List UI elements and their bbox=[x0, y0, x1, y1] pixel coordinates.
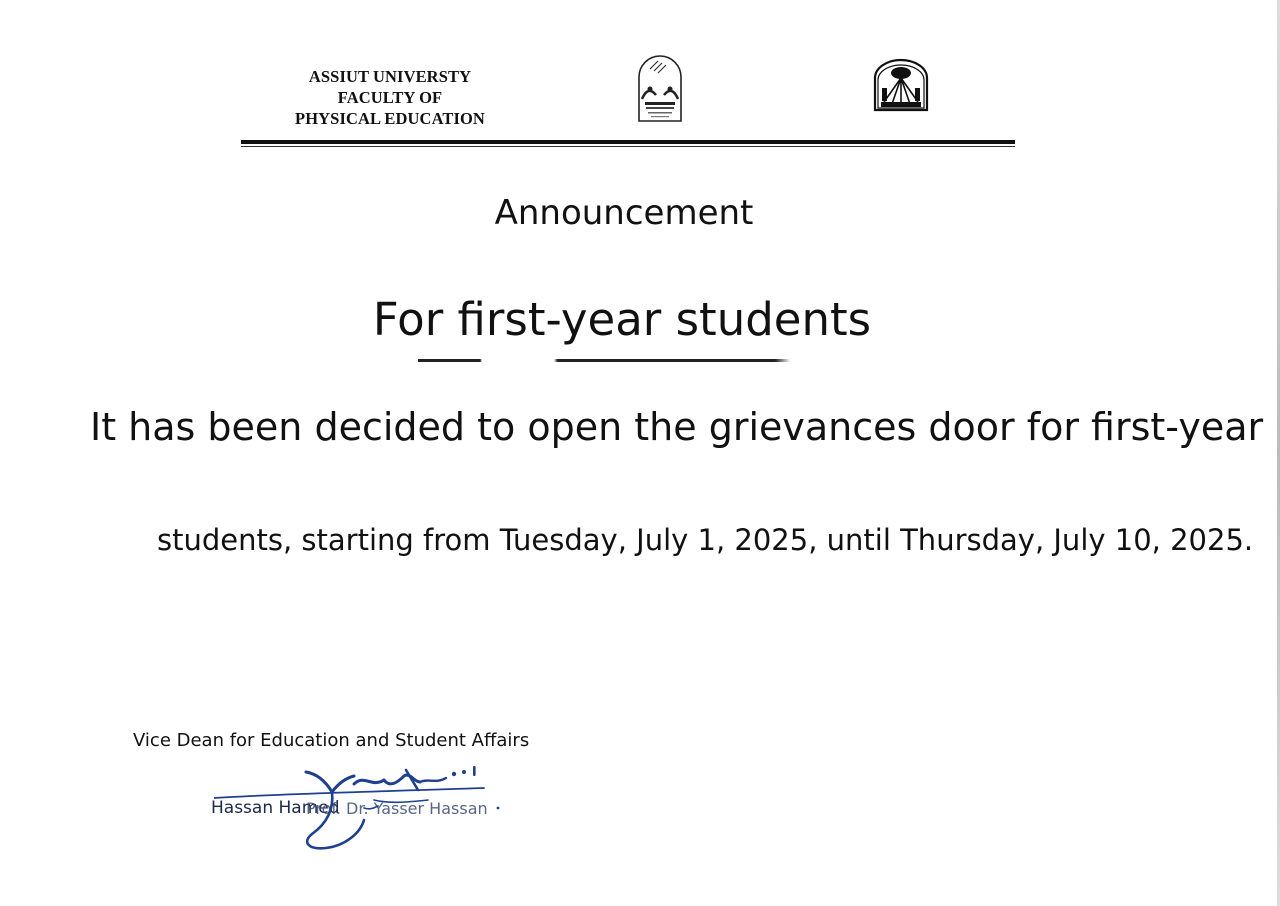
header-rule bbox=[241, 140, 1015, 144]
document-heading: Announcement bbox=[494, 193, 754, 233]
signatory-name: Hassan Hamed bbox=[211, 798, 340, 818]
institution-line-3: PHYSICAL EDUCATION bbox=[295, 109, 485, 128]
signatory-title: Vice Dean for Education and Student Affairs bbox=[133, 730, 530, 751]
handwritten-signature-icon bbox=[214, 760, 504, 855]
faculty-emblem-icon bbox=[636, 55, 684, 123]
header-rule-thin bbox=[241, 146, 1015, 147]
institution-name bbox=[270, 66, 510, 129]
institution-line-2: FACULTY OF bbox=[337, 88, 443, 107]
university-seal-icon bbox=[872, 58, 930, 112]
subtitle-underline bbox=[418, 359, 806, 362]
body-text-line-1: It has been decided to open the grievances door for first-year bbox=[90, 405, 1264, 449]
body-text-line-2: students, starting from Tuesday, July 1, 2025, until Thursday, July 10, 2025. bbox=[157, 523, 1254, 557]
signatory-name-overlay: Prof. Dr. Yasser Hassan bbox=[306, 799, 488, 818]
document-subtitle: For first-year students bbox=[372, 293, 872, 346]
institution-line-1: ASSIUT UNIVERSTY bbox=[308, 67, 472, 86]
